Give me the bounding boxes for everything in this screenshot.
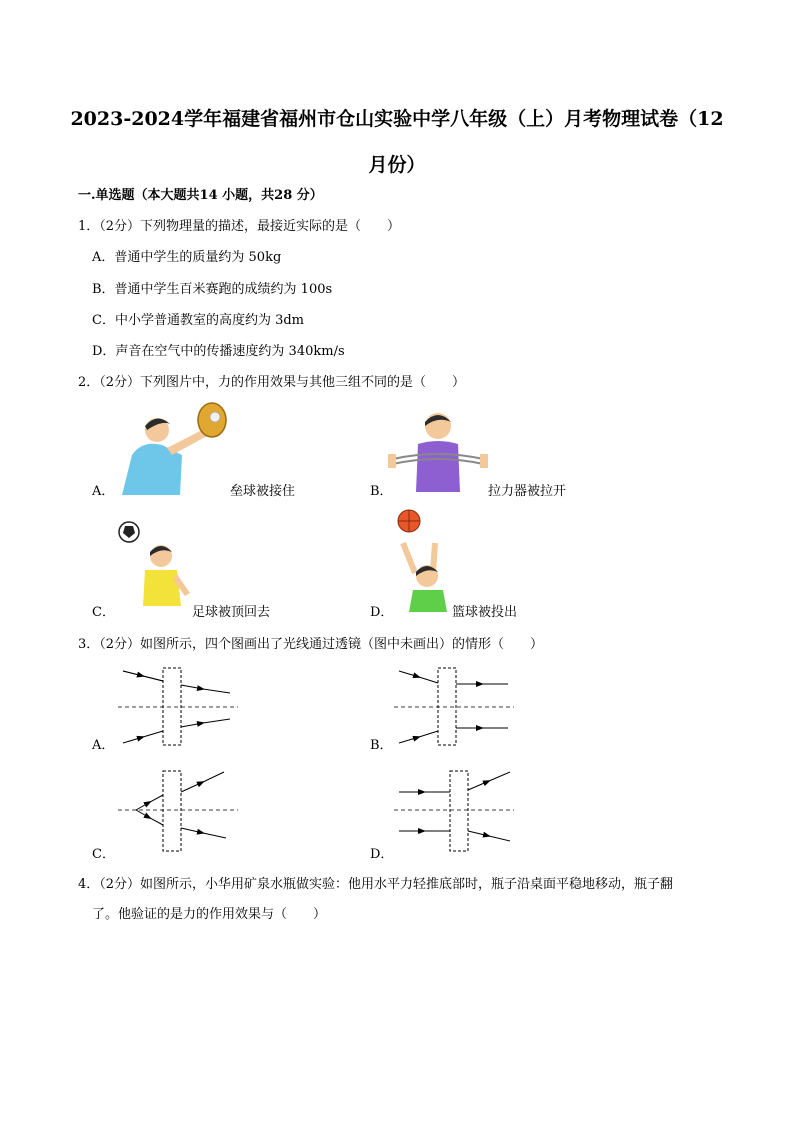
q3-label-b: B． bbox=[370, 738, 393, 753]
q2-caption-d: 篮球被投出 bbox=[452, 605, 518, 620]
title-line-2: 月份） bbox=[368, 154, 426, 176]
q3-label-a: A． bbox=[92, 738, 115, 753]
lens-diagram-b bbox=[394, 665, 514, 750]
q2-caption-c: 足球被顶回去 bbox=[192, 605, 271, 620]
q2-label-a: A． bbox=[92, 484, 115, 499]
lens-diagram-d bbox=[394, 768, 514, 854]
title-line-1: 2023-2024学年福建省福州市仓山实验中学八年级（上）月考物理试卷（12 bbox=[70, 108, 724, 130]
q1-option-b: B．普通中学生百米赛跑的成绩约为 100s bbox=[92, 282, 333, 297]
q3-stem: 3．（2分）如图所示，四个图画出了光线通过透镜（图中未画出）的情形（ ） bbox=[78, 637, 544, 652]
q1-option-d: D．声音在空气中的传播速度约为 340km/s bbox=[92, 344, 345, 359]
section-heading: 一.单选题（本大题共14 小题，共28 分） bbox=[78, 188, 323, 203]
q2-caption-b: 拉力器被拉开 bbox=[488, 484, 567, 499]
basketball-shot-illustration bbox=[393, 508, 463, 612]
q1-stem: 1．（2分）下列物理量的描述，最接近实际的是（ ） bbox=[78, 219, 401, 234]
q4-stem-line-1: 4．（2分）如图所示，小华用矿泉水瓶做实验：他用水平力轻推底部时，瓶子沿桌面平稳地移动，瓶子翻 bbox=[78, 877, 674, 892]
lens-diagram-a bbox=[118, 665, 238, 750]
q1-option-c: C．中小学普通教室的高度约为 3dm bbox=[92, 313, 304, 328]
q2-label-c: C． bbox=[92, 605, 115, 620]
lens-diagram-c bbox=[118, 768, 238, 854]
chest-expander-illustration bbox=[388, 404, 488, 494]
q3-label-c: C． bbox=[92, 847, 115, 862]
softball-catch-illustration bbox=[112, 400, 232, 500]
q3-label-d: D． bbox=[370, 847, 394, 862]
page-title bbox=[60, 96, 734, 188]
q1-option-a: A．普通中学生的质量约为 50kg bbox=[92, 250, 282, 265]
q2-label-d: D． bbox=[370, 605, 394, 620]
soccer-header-illustration bbox=[115, 518, 195, 608]
q2-caption-a: 垒球被接住 bbox=[230, 484, 296, 499]
q2-stem: 2．（2分）下列图片中，力的作用效果与其他三组不同的是（ ） bbox=[78, 375, 466, 390]
q4-stem-line-2: 了。他验证的是力的作用效果与（ ） bbox=[92, 907, 327, 922]
q2-label-b: B． bbox=[370, 484, 393, 499]
